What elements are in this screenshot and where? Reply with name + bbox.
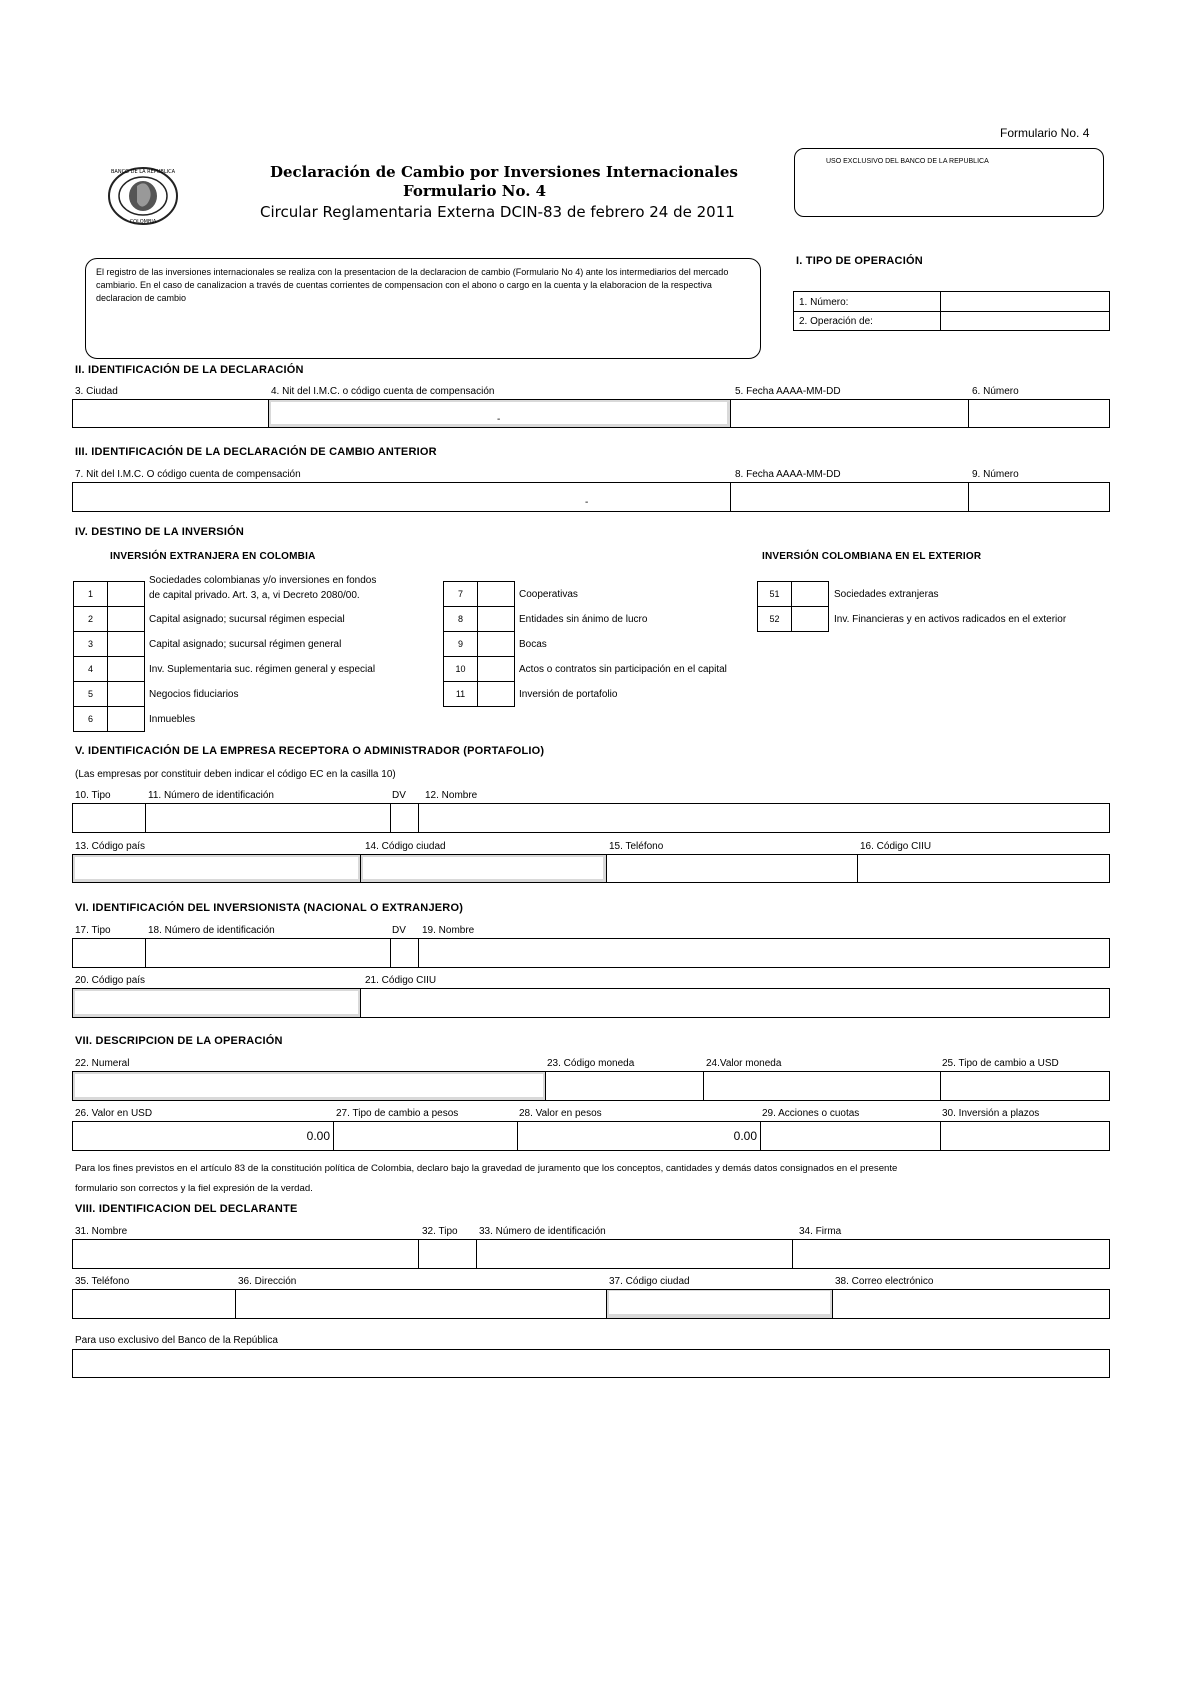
destino-code: 8 [443,606,478,632]
destino-checkbox[interactable] [107,581,145,607]
section-1-title: I. TIPO DE OPERACIÓN [796,255,923,267]
field-12-label: 12. Nombre [425,790,478,801]
field-16-label: 16. Código CIIU [860,841,932,852]
field-20-label: 20. Código país [75,975,146,986]
empresa-ciiu-input[interactable] [859,856,1108,881]
destino-checkbox[interactable] [107,606,145,632]
inversionista-nombre-input[interactable] [420,940,1108,966]
field-5-label: 5. Fecha AAAA-MM-DD [735,386,841,397]
operacion-label: 2. Operación de: [799,316,873,327]
destino-label: Inversión de portafolio [519,689,618,700]
section-4-title: IV. DESTINO DE LA INVERSIÓN [75,526,245,538]
declarante-direccion-input[interactable] [237,1291,604,1317]
acciones-cuotas-input[interactable] [762,1123,938,1149]
destino-checkbox[interactable] [791,581,829,607]
destino-code: 5 [73,681,108,707]
valor-moneda-input[interactable] [705,1073,938,1099]
numeral-input[interactable] [75,1074,543,1097]
numero-input[interactable] [942,293,1108,310]
inversion-colombiana-title: INVERSIÓN COLOMBIANA EN EL EXTERIOR [762,551,982,562]
destino-label-line2: de capital privado. Art. 3, a, vi Decreto 2080/00. [149,590,360,601]
inversionista-tipo-input[interactable] [74,940,143,966]
codigo-moneda-input[interactable] [547,1073,701,1099]
field-38-label: 38. Correo electrónico [835,1276,934,1287]
numero-label: 1. Número: [799,297,849,308]
destino-code: 2 [73,606,108,632]
empresa-dv-input[interactable] [392,805,416,831]
section-5-note: (Las empresas por constituir deben indicar el código EC en la casilla 10) [75,769,396,780]
destino-checkbox[interactable] [107,631,145,657]
empresa-codigo-ciudad-input[interactable] [363,857,603,879]
destino-label: Inv. Suplementaria suc. régimen general y especial [149,664,376,675]
svg-text:BANCO DE LA REPUBLICA: BANCO DE LA REPUBLICA [110,169,176,175]
field-26-label: 26. Valor en USD [75,1108,153,1119]
tipo-cambio-usd-input[interactable] [942,1073,1108,1099]
field-30-label: 30. Inversión a plazos [942,1108,1040,1119]
destino-code: 1 [73,581,108,607]
dv-label: DV [392,925,406,936]
form-number: Formulario No. 4 [1000,126,1090,140]
destino-label: Actos o contratos sin participación en el capital [519,664,727,675]
destino-label: Sociedades extranjeras [834,589,939,600]
ciudad-input[interactable] [74,401,266,426]
field-25-label: 25. Tipo de cambio a USD [942,1058,1059,1069]
field-23-label: 23. Código moneda [547,1058,635,1069]
nit-dash: - [497,414,501,425]
declarante-firma-input[interactable] [794,1241,1108,1267]
destino-checkbox[interactable] [477,606,515,632]
inversion-plazos-input[interactable] [942,1123,1108,1149]
field-34-label: 34. Firma [799,1226,842,1237]
valor-usd-input[interactable]: 0.00 [306,1129,330,1143]
destino-checkbox[interactable] [477,656,515,682]
destino-checkbox[interactable] [477,581,515,607]
field-29-label: 29. Acciones o cuotas [762,1108,860,1119]
field-22-label: 22. Numeral [75,1058,130,1069]
section-6-title: VI. IDENTIFICACIÓN DEL INVERSIONISTA (NACIONAL O EXTRANJERO) [75,902,464,914]
field-14-label: 14. Código ciudad [365,841,446,852]
tipo-cambio-pesos-input[interactable] [335,1123,515,1149]
inversionista-dv-input[interactable] [392,940,416,966]
destino-label: Capital asignado; sucursal régimen especial [149,614,345,625]
field-4-label: 4. Nit del I.M.C. o código cuenta de compensación [271,386,495,397]
declarante-identificacion-input[interactable] [478,1241,790,1267]
destino-code: 52 [757,606,792,632]
field-32-label: 32. Tipo [422,1226,458,1237]
inversionista-codigo-pais-input[interactable] [75,991,358,1014]
destino-label: Negocios fiduciarios [149,689,239,700]
numero-declaracion-input[interactable] [970,401,1108,426]
destino-label: Capital asignado; sucursal régimen general [149,639,342,650]
destino-checkbox[interactable] [107,681,145,707]
numero-anterior-input[interactable] [970,484,1108,510]
declarante-tipo-input[interactable] [420,1241,474,1267]
bank-use-box-label: USO EXCLUSIVO DEL BANCO DE LA REPUBLICA [826,158,989,165]
nit-anterior-dash: - [585,497,589,508]
field-33-label: 33. Número de identificación [479,1226,606,1237]
empresa-tipo-input[interactable] [74,805,143,831]
destino-code: 7 [443,581,478,607]
destino-label: Entidades sin ánimo de lucro [519,614,648,625]
destino-checkbox[interactable] [791,606,829,632]
field-31-label: 31. Nombre [75,1226,128,1237]
inversionista-identificacion-input[interactable] [147,940,388,966]
field-10-label: 10. Tipo [75,790,111,801]
destino-label: Sociedades colombianas y/o inversiones en fondos [149,575,377,586]
destino-code: 9 [443,631,478,657]
destino-code: 51 [757,581,792,607]
field-13-label: 13. Código país [75,841,146,852]
oath-line-1: Para los fines previstos en el artículo 83 de la constitución política de Colombia, declaro bajo la gravedad de juramento que los conceptos, cantidades y demás datos consignados en el presente [75,1163,898,1174]
empresa-codigo-pais-input[interactable] [75,857,358,879]
bank-seal-logo [107,166,179,226]
bank-use-label: Para uso exclusivo del Banco de la República [75,1335,278,1346]
field-21-label: 21. Código CIIU [365,975,437,986]
destino-checkbox[interactable] [477,631,515,657]
destino-checkbox[interactable] [107,656,145,682]
destino-checkbox[interactable] [107,706,145,732]
field-9-label: 9. Número [972,469,1019,480]
field-37-label: 37. Código ciudad [609,1276,690,1287]
dv-label: DV [392,790,406,801]
destino-code: 4 [73,656,108,682]
destino-label: Cooperativas [519,589,578,600]
field-36-label: 36. Dirección [238,1276,297,1287]
field-6-label: 6. Número [972,386,1019,397]
section-2-title: II. IDENTIFICACIÓN DE LA DECLARACIÓN [75,364,304,376]
oath-line-2: formulario son correctos y la fiel expresión de la verdad. [75,1183,313,1194]
empresa-telefono-input[interactable] [608,856,855,881]
destino-code: 6 [73,706,108,732]
circular-reference: Circular Reglamentaria Externa DCIN-83 de febrero 24 de 2011 [260,203,735,221]
field-27-label: 27. Tipo de cambio a pesos [336,1108,459,1119]
field-15-label: 15. Teléfono [609,841,664,852]
field-17-label: 17. Tipo [75,925,111,936]
destino-label: Inv. Financieras y en activos radicados en el exterior [834,614,1067,625]
fecha-anterior-input[interactable] [732,484,966,510]
section-5-title: V. IDENTIFICACIÓN DE LA EMPRESA RECEPTORA O ADMINISTRADOR (PORTAFOLIO) [75,745,545,757]
form-title: Declaración de Cambio por Inversiones Internacionales [270,163,738,181]
destino-label: Bocas [519,639,547,650]
declarante-correo-input[interactable] [834,1291,1108,1317]
nit-anterior-input[interactable] [74,484,728,510]
bank-use-field[interactable] [72,1349,1110,1378]
destino-code: 11 [443,681,478,707]
empresa-nombre-input[interactable] [420,805,1108,831]
fecha-input[interactable] [732,401,966,426]
field-28-label: 28. Valor en pesos [519,1108,602,1119]
valor-pesos-input[interactable]: 0.00 [733,1129,757,1143]
section-7-title: VII. DESCRIPCION DE LA OPERACIÓN [75,1035,283,1047]
destino-code: 10 [443,656,478,682]
info-note-text: El registro de las inversiones internacionales se realiza con la presentacion de la declaracion de cambio (Formulario No 4) ante los intermediarios del mercado cambiario. En el caso de canalizacion a través de cuentas corrientes de compensacion con el abono o cargo en la cuenta y la elaboracion de la respectiva declaracion de cambio [96,267,729,303]
field-8-label: 8. Fecha AAAA-MM-DD [735,469,841,480]
field-7-label: 7. Nit del I.M.C. O código cuenta de compensación [75,469,301,480]
destino-checkbox[interactable] [477,681,515,707]
field-35-label: 35. Teléfono [75,1276,130,1287]
field-11-label: 11. Número de identificación [148,790,274,801]
field-3-label: 3. Ciudad [75,386,118,397]
svg-text:COLOMBIA: COLOMBIA [129,219,157,225]
section-8-title: VIII. IDENTIFICACION DEL DECLARANTE [75,1203,298,1215]
inversionista-ciiu-input[interactable] [362,990,1108,1016]
declarante-nombre-input[interactable] [74,1241,416,1267]
section-3-title: III. IDENTIFICACIÓN DE LA DECLARACIÓN DE CAMBIO ANTERIOR [75,446,437,458]
declarante-codigo-ciudad-input[interactable] [609,1291,830,1314]
field-19-label: 19. Nombre [422,925,475,936]
destino-label: Inmuebles [149,714,196,725]
field-18-label: 18. Número de identificación [148,925,275,936]
operacion-input[interactable] [942,313,1108,330]
field-24-label: 24.Valor moneda [706,1058,782,1069]
inversion-extranjera-title: INVERSIÓN EXTRANJERA EN COLOMBIA [110,551,316,562]
form-subtitle: Formulario No. 4 [403,182,547,200]
empresa-identificacion-input[interactable] [147,805,388,831]
declarante-telefono-input[interactable] [74,1291,233,1317]
destino-code: 3 [73,631,108,657]
